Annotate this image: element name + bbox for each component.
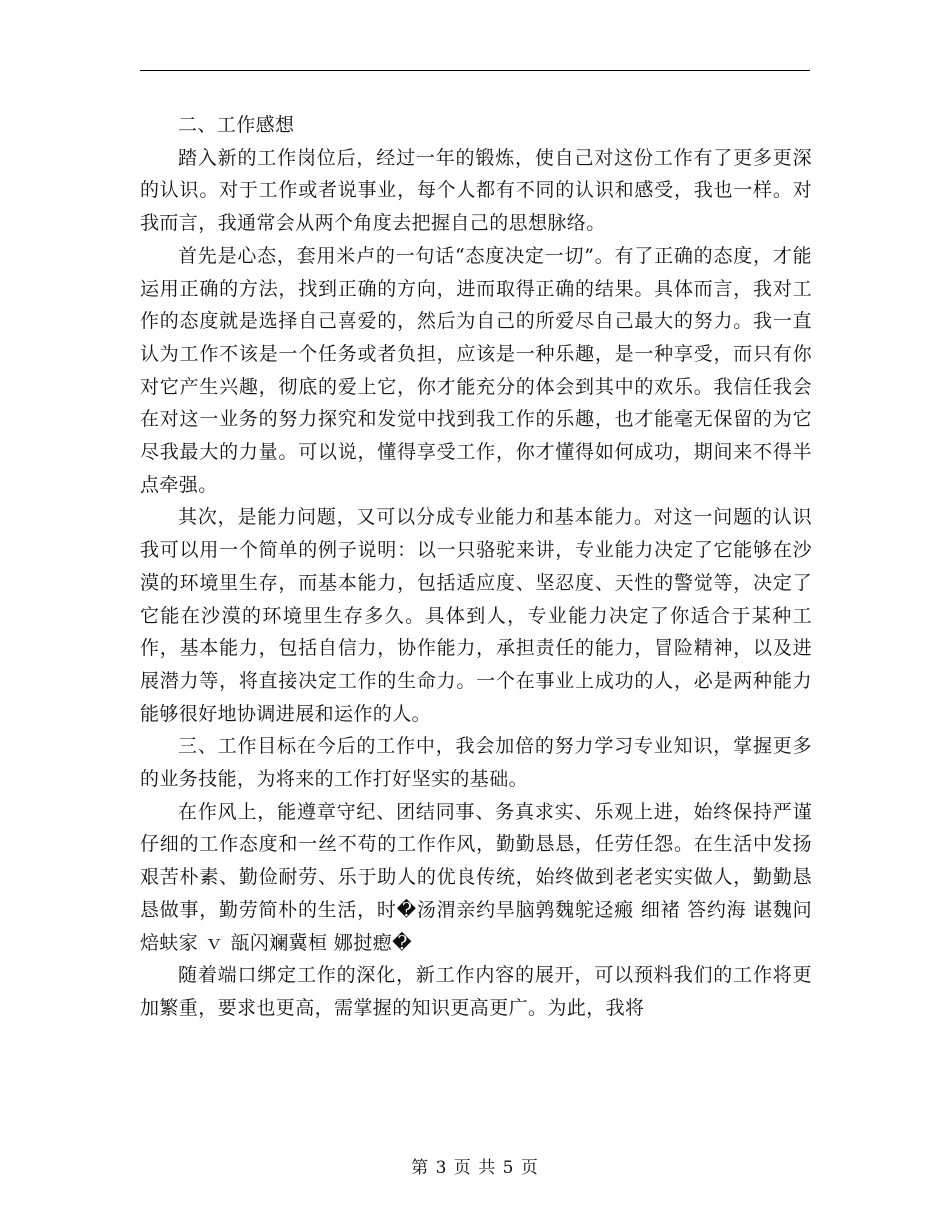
paragraph-ability: 其次，是能力问题，又可以分成专业能力和基本能力。对这一问题的认识我可以用一个简单的例子说明：以一只骆驼来讲，专业能力决定了它能够在沙漠的环境里生存，而基本能力，包括适应度、坚忍度、天性的警觉等，决定了它能在沙漠的环境里生存多久。具体到人，专业能力决定了你适合于某种工作，基本能力，包括自信力，协作能力，承担责任的能力，冒险精神，以及进展潜力等，将直接决定工作的生命力。一个在事业上成功的人，必是两种能力能够很好地协调进展和运作的人。 <box>140 506 812 725</box>
paragraph-port-binding: 随着端口绑定工作的深化，新工作内容的展开，可以预料我们的工作将更加繁重，要求也更高，需掌握的知识更高更广。为此，我将 <box>140 964 812 1019</box>
header-rule <box>140 70 810 71</box>
body-text <box>140 109 812 1025</box>
paragraph-intro: 踏入新的工作岗位后，经过一年的锻炼，使自己对这份工作有了更多更深的认识。对于工作或者说事业，每个人都有不同的认识和感受，我也一样。对我而言，我通常会从两个角度去把握自己的思想脉络。 <box>140 146 812 235</box>
paragraph-work-goals: 三、工作目标在今后的工作中，我会加倍的努力学习专业知识，掌握更多的业务技能，为将来的工作打好坚实的基础。 <box>140 735 812 791</box>
section-heading-work-thoughts: 二、工作感想 <box>178 114 295 136</box>
page-indicator: 第 3 页 共 5 页 <box>411 1158 539 1178</box>
paragraph-work-style: 在作风上，能遵章守纪、团结同事、务真求实、乐观上进，始终保持严谨仔细的工作态度和一丝不苟的工作作风，勤勤恳恳，任劳任怨。在生活中发扬艰苦朴素、勤俭耐劳、乐于助人的优良传统，始终做到老老实实做人，勤勤恳恳做事，勤劳简朴的生活，时�汤渭亲约旱脑鹑魏鸵迳瘢 细褚 答约海 谌魏问焙蚨家 ｖ 瓿闪斓冀桓 娜挝瘛� <box>140 800 812 954</box>
paragraph-attitude: 首先是心态，套用米卢的一句话“态度决定一切”。有了正确的态度，才能运用正确的方法，找到正确的方向，进而取得正确的结果。具体而言，我对工作的态度就是选择自己喜爱的，然后为自己的所爱尽自己最大的努力。我一直认为工作不该是一个任务或者负担，应该是一种乐趣，是一种享受，而只有你对它产生兴趣，彻底的爱上它，你才能充分的体会到其中的欢乐。我信任我会在对这一业务的努力探究和发觉中找到我工作的乐趣，也才能毫无保留的为它尽我最大的力量。可以说，懂得享受工作，你才懂得如何成功，期间来不得半点牵强。 <box>140 244 812 496</box>
